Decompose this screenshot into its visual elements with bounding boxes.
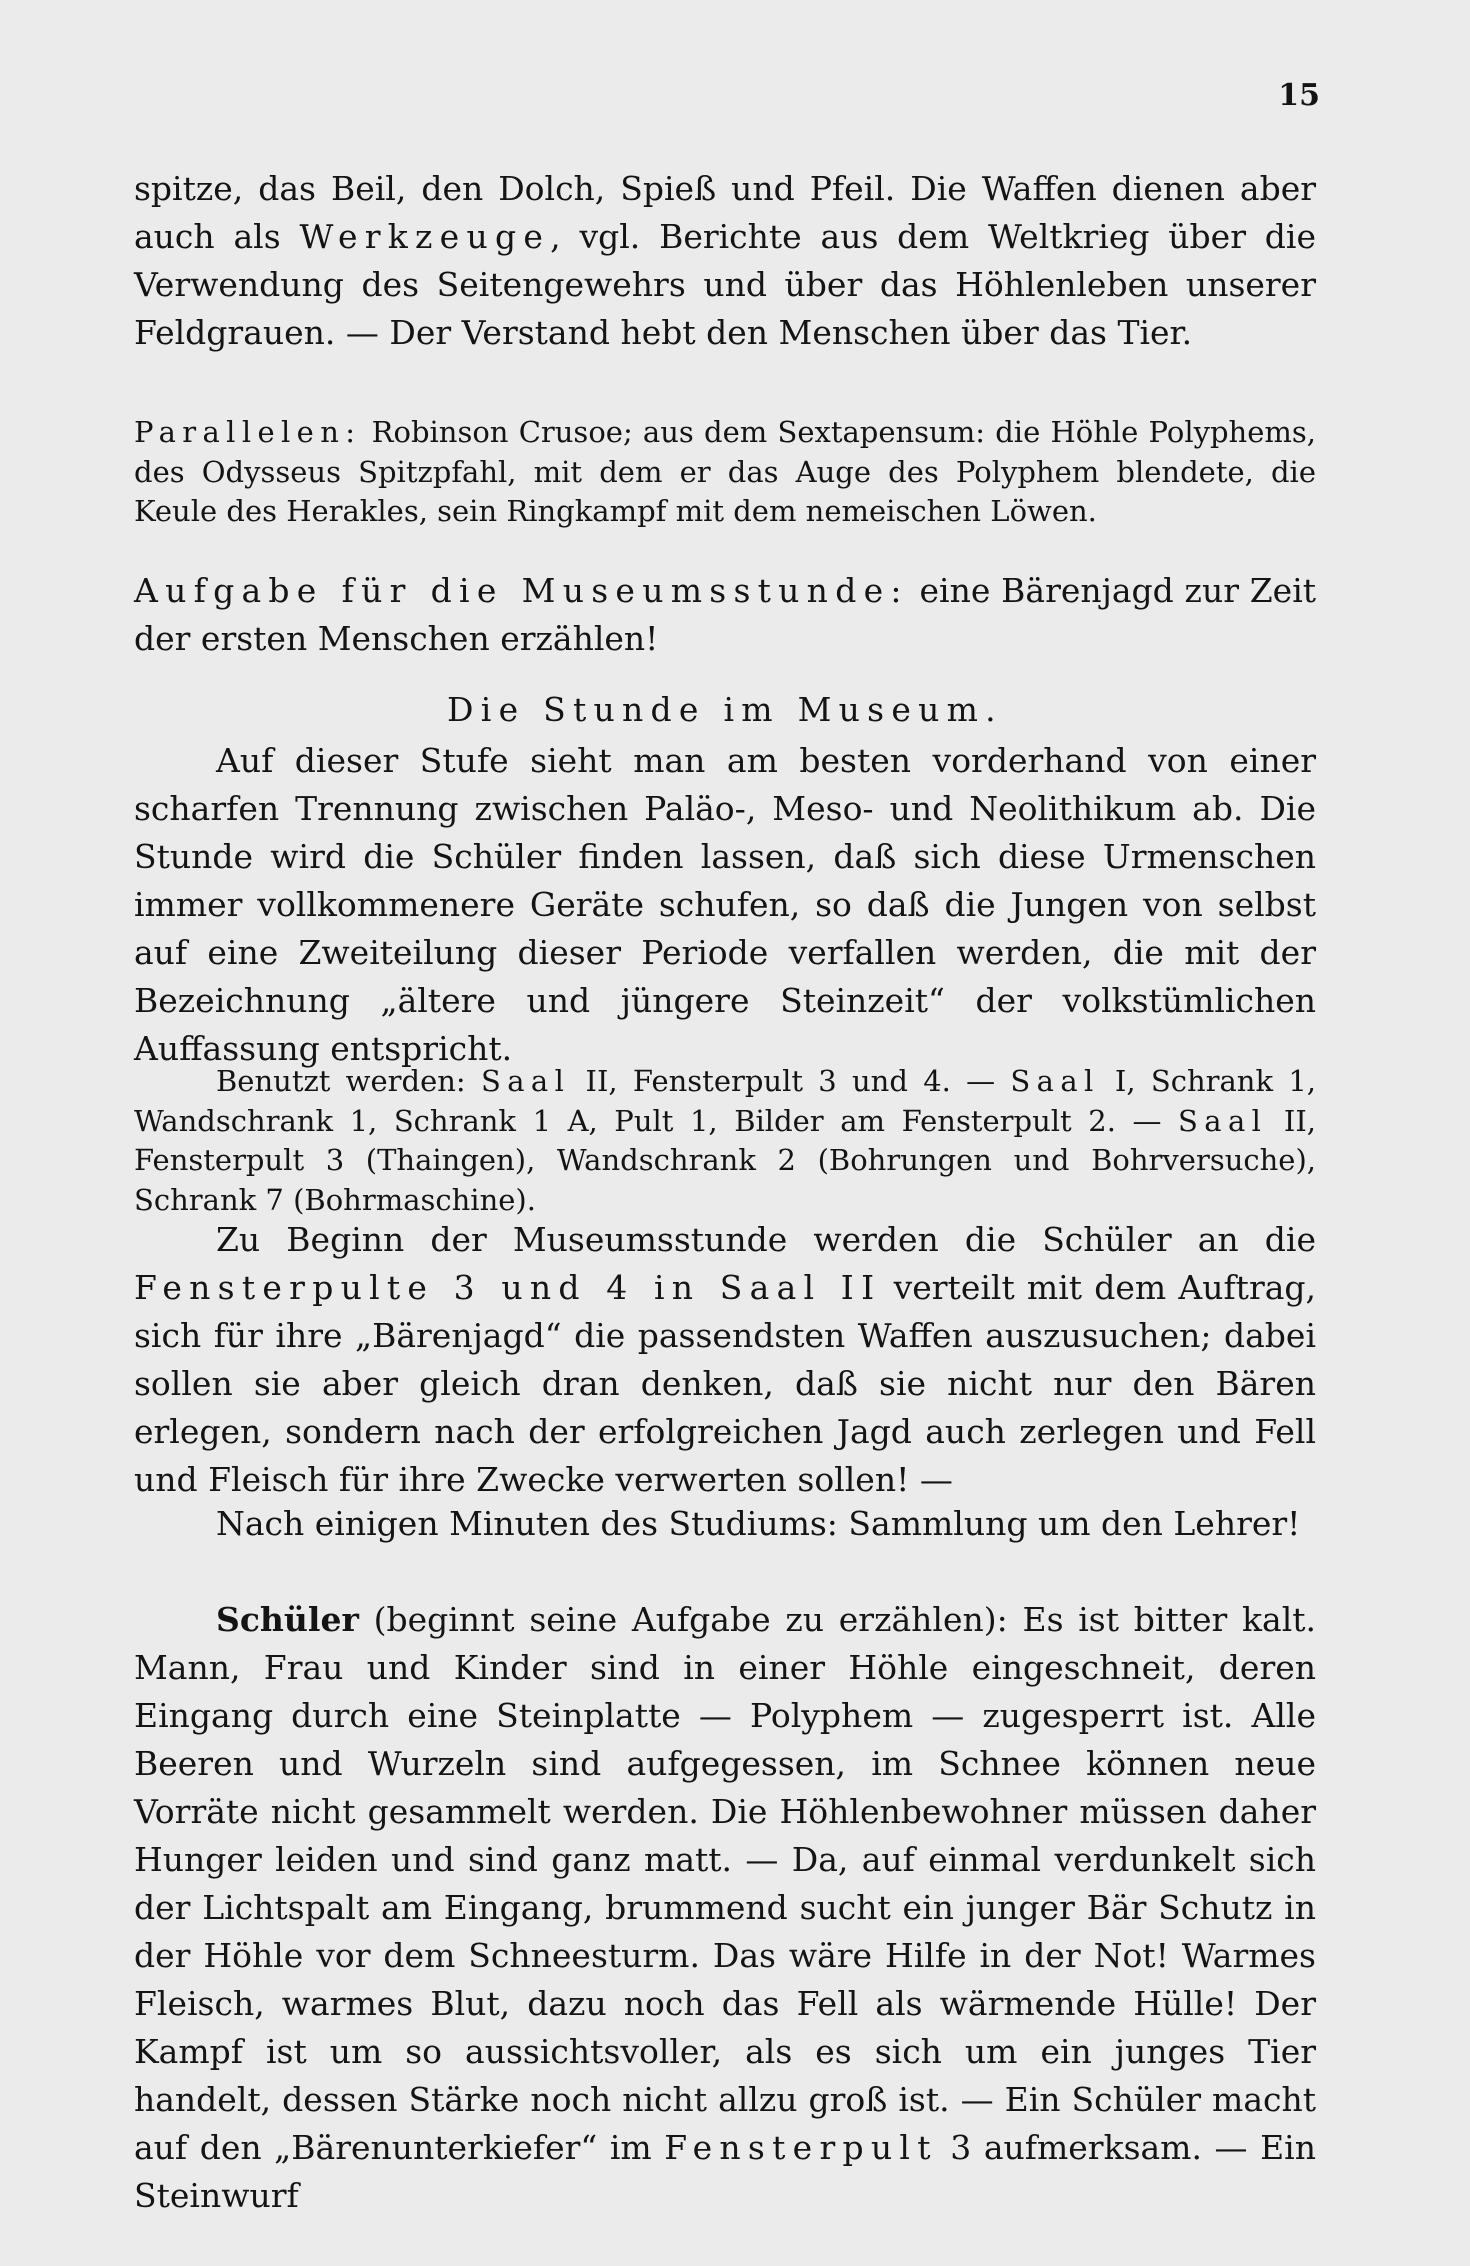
exhibits-text: II, Fensterpult 3 (Thaingen), Wandschrank 2 (Bohrungen und Bohrversuche), Schrank 7 (Bohrmaschine). [134,1103,1316,1217]
exhibits-text: II, Fensterpult 3 und 4. — [570,1064,1011,1098]
paragraph-text: Zu Beginn der Museumsstunde werden die Schüler an die [216,1220,1316,1259]
paragraph-exhibits-used [134,1062,1316,1220]
parallels-text: Robinson Crusoe; aus dem Sextapensum: die Höhle Polyphems, des Odysseus Spitzpfahl, mit dem er das Auge des Polyphem blendete, die Keule des Herakles, sein Ringkampf mit dem nemeischen Löwen. [134,415,1316,528]
speaker-label: Schüler [216,1600,359,1639]
spaced-term-fensterpult: Fensterpult [664,2128,938,2167]
paragraph-text: spitze, das Beil, den Dolch, Spieß und Pfeil. Die Waffen dienen aber auch als [134,169,1316,256]
exhibits-text: Benutzt werden: [216,1064,481,1098]
task-label: Aufgabe für die Museumsstunde: [134,571,909,610]
spaced-term-werkzeuge: Werkzeuge [299,217,551,256]
paragraph-text: 3 aufmerksam. — Ein Steinwurf [134,2128,1316,2215]
paragraph-task [134,567,1316,663]
paragraph-stage-intro: Auf dieser Stufe sieht man am besten vorderhand von einer scharfen Trennung zwischen Paläo-, Meso- und Neolithikum ab. Die Stunde wird die Schüler finden lassen, daß sich diese Urmenschen immer vollkommenere Geräte schufen, so daß die Jungen von selbst auf eine Zweiteilung dieser Periode verfallen werden, die mit der Bezeichnung „ältere und jüngere Steinzeit“ der volkstümlichen Auffassung entspricht. [134,741,1316,1068]
paragraph-weapons-tools [134,165,1316,357]
room-label: Saal [480,1064,571,1098]
spaced-location: Fensterpulte 3 und 4 in Saal II [134,1268,882,1307]
exhibits-text: I, Schrank 1, Wandschrank 1, Schrank 1 A, Pult 1, Bilder am Fensterpult 2. — [134,1064,1316,1138]
room-label: Saal [1178,1103,1268,1138]
paragraph-student-story [134,1596,1316,2220]
task-text: eine Bärenjagd zur Zeit der ersten Menschen erzählen! [134,571,1317,658]
paragraph-text: verteilt mit dem Auftrag, sich für ihre „Bärenjagd“ die passendsten Waffen auszusuchen; dabei sollen sie aber gleich dran denken, daß sie nicht nur den Bären erlegen, sondern nach der erfolgreichen Jagd auch zerlegen und Fell und Fleisch für ihre Zwecke verwerten sollen! — [134,1268,1317,1499]
parallels-label: Parallelen: [134,415,362,449]
paragraph-parallels [134,413,1316,532]
paragraph-text: (beginnt seine Aufgabe zu erzählen): Es ist bitter kalt. Mann, Frau und Kinder sind in einer Höhle eingeschneit, deren Eingang durch eine Steinplatte — Polyphem — zugesperrt ist. Alle Beeren und Wurzeln sind aufgegessen, im Schnee können neue Vorräte nicht gesammelt werden. Die Höhlenbewohner müssen daher Hunger leiden und sind ganz matt. — Da, auf einmal verdunkelt sich der Lichtspalt am Eingang, brummend sucht ein junger Bär Schutz in der Höhle vor dem Schneesturm. Das wäre Hilfe in der Not! Warmes Fleisch, warmes Blut, dazu noch das Fell als wärmende Hülle! Der Kampf ist um so aussichtsvoller, als es sich um ein junges Tier handelt, dessen Stärke noch nicht allzu groß ist. — Ein Schüler macht auf den „Bärenunterkiefer“ im [134,1600,1316,2167]
paragraph-gathering: Nach einigen Minuten des Studiums: Sammlung um den Lehrer! [216,1504,1301,1543]
room-label: Saal [1010,1064,1100,1098]
paragraph-lesson-start [134,1216,1316,1504]
section-heading: Die Stunde im Museum. [447,690,1003,729]
paragraph-text: , vgl. Berichte aus dem Weltkrieg über die Verwendung des Seitengewehrs und über das Höhlenleben unserer Feldgrauen. — Der Verstand hebt den Menschen über das Tier. [134,217,1316,352]
page-number: 15 [1278,78,1320,113]
